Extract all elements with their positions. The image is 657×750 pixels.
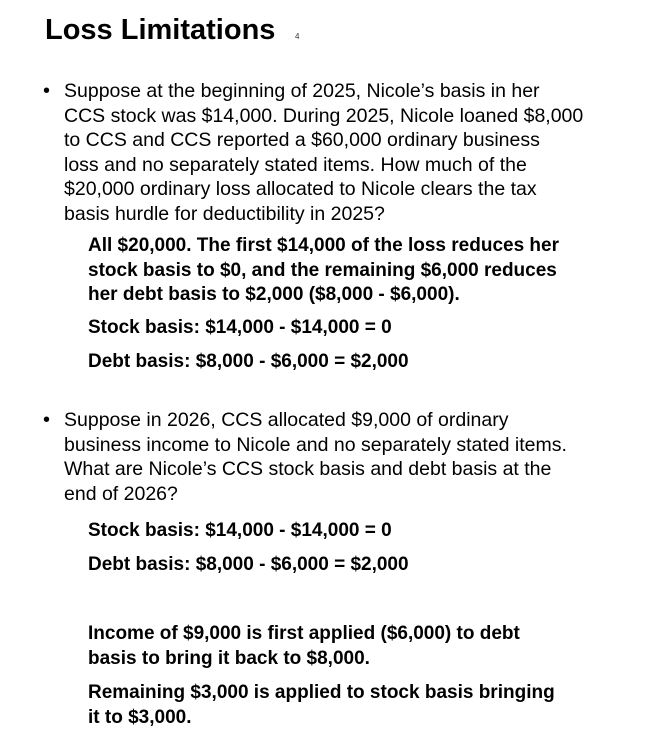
answer-2-remaining-line: it to $3,000. <box>88 706 192 728</box>
answer-1-line: All $20,000. The first $14,000 of the loss reduces her <box>88 235 559 256</box>
bullet-marker: • <box>43 409 51 431</box>
slide-title: Loss Limitations <box>45 14 276 46</box>
question-2-line: What are Nicole’s CCS stock basis and debt basis at the <box>64 458 552 480</box>
answer-2-income-line: basis to bring it back to $8,000. <box>88 647 370 669</box>
question-2-line: Suppose in 2026, CCS allocated $9,000 of ordinary <box>64 409 509 431</box>
question-2-text <box>64 408 567 506</box>
question-1-line: $20,000 ordinary loss allocated to Nicole clears the tax <box>64 178 537 200</box>
answer-2-income-text <box>88 622 520 671</box>
question-1-line: Suppose at the beginning of 2025, Nicole’s basis in her <box>64 80 540 102</box>
question-1-line: loss and no separately stated items. How much of the <box>64 153 527 176</box>
question-2-line: end of 2026? <box>64 482 178 505</box>
question-1-line: CCS stock was $14,000. During 2025, Nicole loaned $8,000 <box>64 104 584 127</box>
slide-number: 4 <box>295 32 300 41</box>
answer-2-debt-basis: Debt basis: $8,000 - $6,000 = $2,000 <box>88 554 409 575</box>
answer-2-remaining-line: Remaining $3,000 is applied to stock basis bringing <box>88 682 555 703</box>
question-1-line: basis hurdle for deductibility in 2025? <box>64 202 385 225</box>
answer-2-income-line: Income of $9,000 is first applied ($6,000) to debt <box>88 623 520 644</box>
answer-1-line: her debt basis to $2,000 ($8,000 - $6,000). <box>88 284 460 305</box>
answer-1-stock-basis: Stock basis: $14,000 - $14,000 = 0 <box>88 317 392 338</box>
answer-1-line: stock basis to $0, and the remaining $6,000 reduces <box>88 259 557 281</box>
answer-1-text <box>88 234 559 308</box>
bullet-marker: • <box>43 80 51 102</box>
question-2-line: business income to Nicole and no separately stated items. <box>64 433 567 456</box>
question-1-line: to CCS and CCS reported a $60,000 ordinary business <box>64 129 540 151</box>
question-1-text <box>64 79 583 226</box>
answer-2-stock-basis: Stock basis: $14,000 - $14,000 = 0 <box>88 520 392 541</box>
answer-2-remaining-text <box>88 681 555 730</box>
answer-1-debt-basis: Debt basis: $8,000 - $6,000 = $2,000 <box>88 351 409 372</box>
